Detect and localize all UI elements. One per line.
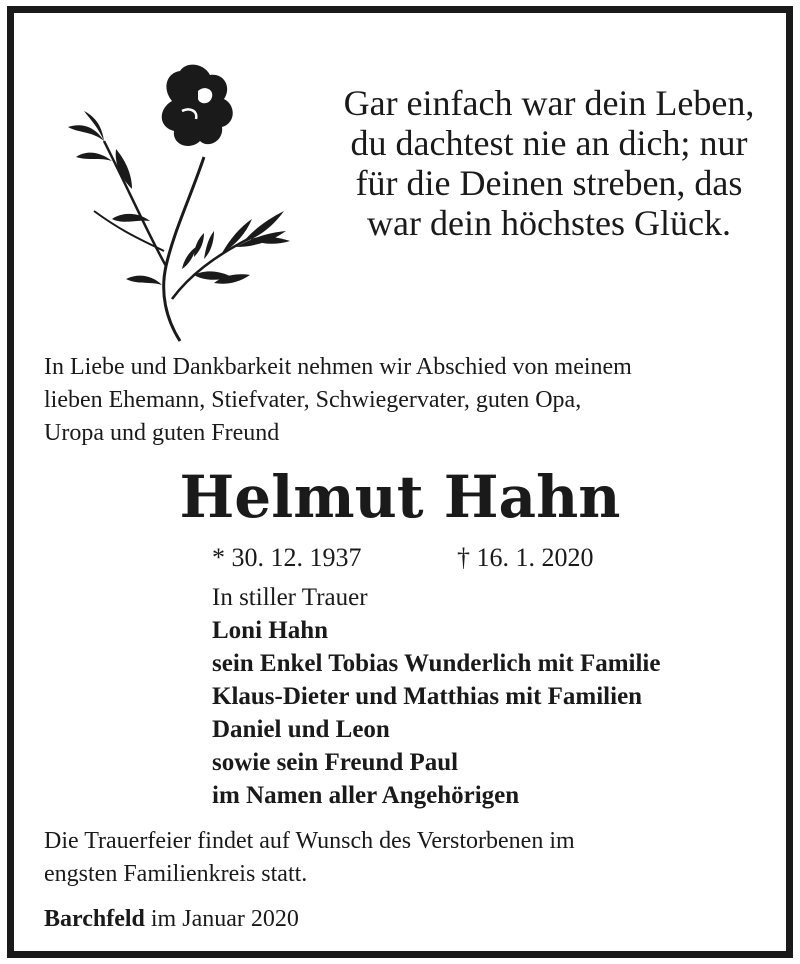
mourner-name: im Namen aller Angehörigen (212, 782, 520, 809)
poem-line: für die Deinen streben, das (355, 163, 743, 203)
poem-line: du dachtest nie an dich; nur (350, 123, 748, 163)
mourners-list (212, 581, 782, 812)
intro-line: lieben Ehemann, Stiefvater, Schwiegervater, guten Opa, (44, 387, 582, 413)
mourner-name: sein Enkel Tobias Wunderlich mit Familie (212, 650, 661, 677)
intro-text (44, 351, 784, 450)
obituary-frame (7, 6, 793, 958)
mourner-name: Klaus-Dieter und Matthias mit Familien (212, 683, 643, 710)
funeral-notice (44, 825, 784, 891)
intro-line: In Liebe und Dankbarkeit nehmen wir Abschied von meinem (44, 354, 632, 380)
place-town: Barchfeld (44, 906, 145, 932)
rose-icon (54, 61, 314, 343)
deceased-name: Helmut Hahn (179, 463, 621, 531)
life-dates (212, 541, 772, 575)
funeral-notice-line: engsten Familienkreis statt. (44, 861, 308, 887)
birth-date: * 30. 12. 1937 (212, 543, 362, 572)
poem-line: war dein höchstes Glück. (367, 203, 731, 243)
intro-line: Uropa und guten Freund (44, 420, 280, 446)
poem (314, 83, 784, 243)
poem-line: Gar einfach war dein Leben, (343, 83, 755, 123)
funeral-notice-line: Die Trauerfeier findet auf Wunsch des Verstorbenen im (44, 828, 575, 854)
obituary-content (14, 13, 786, 951)
mourner-name: Loni Hahn (212, 617, 329, 644)
place-and-date (44, 903, 784, 936)
mourner-name: sowie sein Freund Paul (212, 749, 459, 776)
death-date: † 16. 1. 2020 (457, 543, 594, 572)
place-date: im Januar 2020 (150, 906, 299, 932)
mourners-heading: In stiller Trauer (212, 584, 368, 611)
mourner-name: Daniel und Leon (212, 716, 390, 743)
